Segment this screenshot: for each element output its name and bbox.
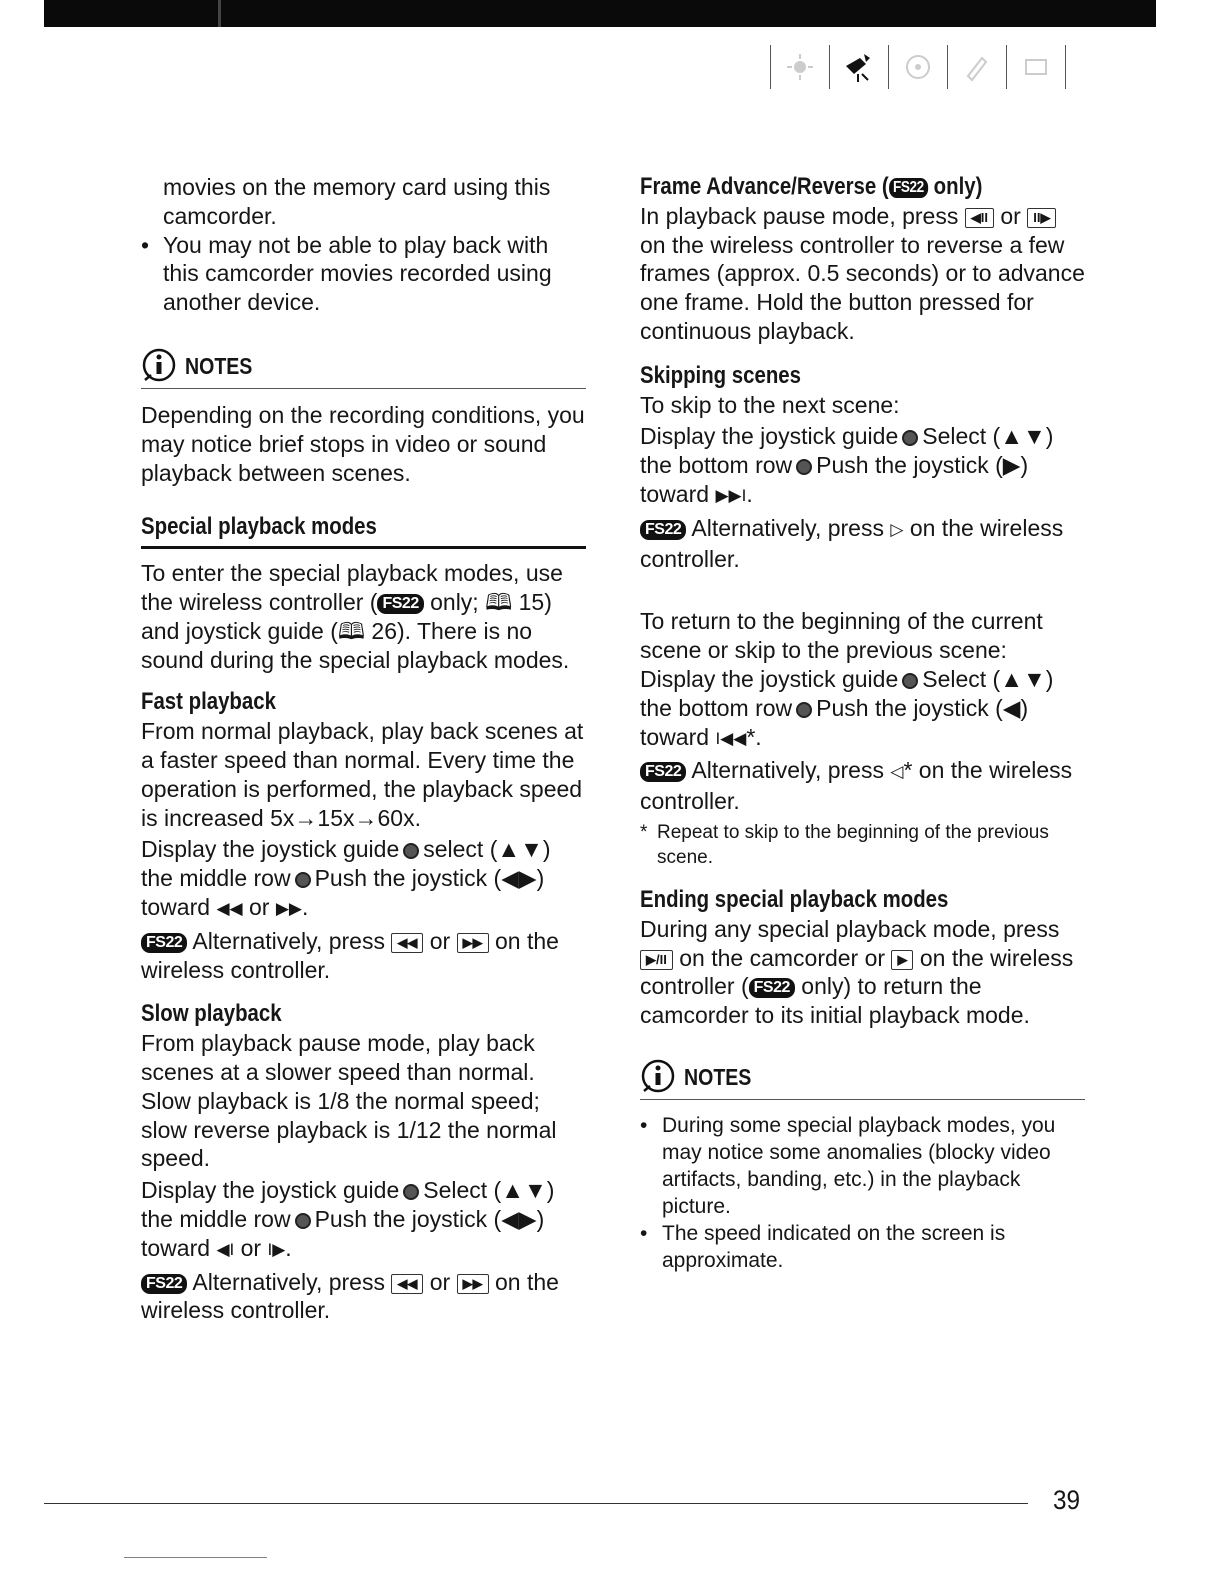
joystick-icon (295, 1213, 311, 1229)
page-number: 39 (1053, 1485, 1081, 1515)
section-heading: Special playback modes (141, 513, 586, 549)
skip-heading: Skipping scenes (640, 361, 801, 389)
joystick-icon (796, 702, 812, 718)
slow-heading: Slow playback (141, 1000, 282, 1028)
notes-header (640, 1058, 1085, 1100)
fs22-badge: FS22 (141, 1274, 187, 1294)
slow-reverse-icon: ◀I (216, 1239, 235, 1259)
skip-next-steps: Display the joystick guide Select (▲▼) the bottom row Push the joystick (▶) toward ▶▶I. (640, 423, 1054, 507)
ending-heading: Ending special playback modes (640, 885, 949, 913)
play-pause-key: ▶/II (640, 950, 673, 970)
frame-text: In playback pause mode, press ◀II or II▶ on the wireless controller to reverse a few frames (approx. 0.5 seconds) or to advance one frame. Hold the button pressed for continuous playback. (640, 202, 1085, 344)
special-intro: To enter the special playback modes, use the wireless controller ( FS22 only; 🕮 15) and joystick guide (🕮 26). There is no sound during the special playback modes. (141, 560, 570, 673)
joystick-icon (295, 872, 311, 888)
book-icon: 🕮 (337, 617, 366, 644)
skip-next-icon: ▶▶I (715, 485, 747, 505)
footer-rule (44, 1503, 1028, 1504)
joystick-icon (796, 459, 812, 475)
icon-separator (1065, 45, 1066, 89)
skip-footnote: * Repeat to skip to the beginning of the previous scene. (640, 820, 1085, 870)
top-bar (44, 0, 1156, 27)
fast-alternative: FS22 Alternatively, press ◀◀ or ▶▶ on the wireless controller. (141, 927, 559, 983)
fs22-badge: FS22 (141, 933, 187, 953)
chapter-icon-strip (770, 44, 1066, 90)
rewind-key: ◀◀ (391, 933, 423, 953)
bullet-list (141, 231, 586, 317)
book-icon: 🕮 (485, 588, 513, 615)
fast-heading: Fast playback (141, 688, 276, 716)
right-column (640, 173, 1085, 1274)
disc-icon (889, 45, 947, 89)
notes-label: NOTES (684, 1063, 752, 1090)
top-bar-divider (218, 0, 221, 27)
skip-prev-steps: Display the joystick guide Select (▲▼) the bottom row Push the joystick (◀) toward I◀◀*. (640, 665, 1054, 750)
joystick-icon (403, 843, 419, 859)
play-key: ▶ (891, 950, 913, 970)
frame-advance-key: II▶ (1027, 208, 1056, 228)
external-icon (1007, 45, 1065, 89)
fs22-badge: FS22 (640, 520, 686, 540)
list-item: • You may not be able to play back with this camcorder movies recorded using another device. (141, 231, 586, 317)
list-item: • The speed indicated on the screen is approximate. (640, 1220, 1085, 1274)
fs22-badge: FS22 (749, 978, 795, 998)
scan-artifact-line (124, 1557, 267, 1558)
fast-steps: Display the joystick guide select (▲▼) the middle row Push the joystick (◀▶) toward ◀◀ or ▶▶. (141, 836, 551, 920)
list-continuation: movies on the memory card using this camcorder. (163, 174, 551, 229)
left-column (141, 173, 586, 1325)
info-icon (141, 347, 179, 385)
fs22-badge: FS22 (889, 178, 928, 198)
ending-text: During any special playback mode, press ▶/II on the camcorder or ▶ on the wireless controller ( FS22 only) to return the camcorder to its initial playback mode. (640, 915, 1074, 1029)
notes-text: Depending on the recording conditions, you may notice brief stops in video or sound playback between scenes. (141, 401, 585, 486)
fast-forward-key: ▶▶ (457, 933, 489, 953)
notes-label: NOTES (185, 352, 253, 379)
fs22-badge: FS22 (640, 762, 686, 782)
fs22-badge: FS22 (377, 594, 423, 614)
notes-list (640, 1112, 1085, 1274)
joystick-icon (403, 1184, 419, 1200)
notes-header (141, 347, 586, 389)
slow-text: From playback pause mode, play back scenes at a slower speed than normal. Slow playback is 1/8 the normal speed; slow reverse playback is 1/12 the normal speed. (141, 1030, 557, 1172)
skip-next-alternative: FS22 Alternatively, press ▷ on the wireless controller. (640, 514, 1064, 572)
fast-text: From normal playback, play back scenes at a faster speed than normal. Every time the operation is performed, the playback speed is increased 5x→15x→60x. (141, 718, 584, 831)
edit-icon (948, 45, 1006, 89)
slow-alternative: FS22 Alternatively, press ◀◀ or ▶▶ on the wireless controller. (141, 1268, 559, 1324)
joystick-icon (902, 430, 918, 446)
sun-mode-icon (771, 45, 829, 89)
slow-steps: Display the joystick guide Select (▲▼) the middle row Push the joystick (◀▶) toward ◀I or I▶. (141, 1177, 555, 1261)
skip-next-key-icon: ▷ (890, 519, 904, 539)
joystick-icon (902, 673, 918, 689)
frame-heading: Frame Advance/Reverse ( FS22 only) (640, 173, 983, 200)
slow-forward-icon: I▶ (267, 1239, 286, 1259)
rewind-icon: ◀◀ (216, 898, 243, 918)
skip-next-intro: To skip to the next scene: (640, 391, 900, 418)
fast-forward-key: ▶▶ (457, 1274, 489, 1294)
frame-reverse-key: ◀II (965, 208, 994, 228)
skip-prev-alternative: FS22 Alternatively, press ◁* on the wireless controller. (640, 757, 1073, 815)
info-icon (640, 1058, 678, 1096)
skip-prev-intro: To return to the beginning of the current scene or skip to the previous scene: (640, 608, 1043, 664)
list-item: • During some special playback modes, you may notice some anomalies (blocky video artifacts, banding, etc.) in the playback picture. (640, 1112, 1085, 1220)
fast-forward-icon: ▶▶ (275, 898, 302, 918)
playback-camcorder-icon (830, 45, 888, 89)
skip-prev-key-icon: ◁ (890, 762, 904, 782)
rewind-key: ◀◀ (391, 1274, 423, 1294)
skip-prev-icon: I◀◀ (715, 728, 747, 748)
